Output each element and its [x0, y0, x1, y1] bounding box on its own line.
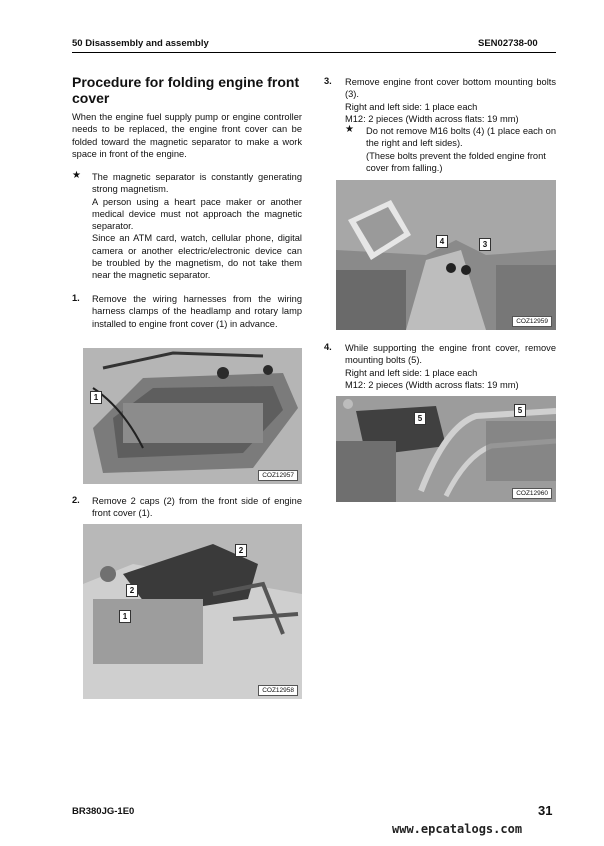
engine-illustration	[83, 524, 302, 699]
section-header: 50 Disassembly and assembly	[72, 38, 209, 49]
callout-label: 3	[479, 238, 491, 251]
figure-engine-caps	[83, 524, 302, 699]
figure-code: COZ12958	[258, 685, 298, 696]
figure-engine-cover	[83, 348, 302, 484]
step-text: While supporting the engine front cover, remove mounting bolts (5).	[345, 343, 556, 366]
figure-code: COZ12959	[512, 316, 552, 327]
step-text: Remove 2 caps (2) from the front side of engine front cover (1).	[92, 496, 302, 519]
watermark-url: www.epcatalogs.com	[392, 822, 523, 836]
step-4-body	[345, 342, 556, 391]
step-text: Remove engine front cover bottom mounting bolts (3).	[345, 77, 556, 100]
page-title: Procedure for folding engine front cover	[72, 74, 300, 106]
figure-code: COZ12957	[258, 470, 298, 481]
note-line: The magnetic separator is constantly generating strong magnetism.	[92, 172, 302, 195]
page-number: 31	[538, 803, 553, 818]
note-line: Since an ATM card, watch, cellular phone, digital camera or another electric/electronic device can be troubled by the magnetism, do not take them near the magnetic separator.	[92, 233, 302, 281]
step-number: 1.	[72, 293, 80, 303]
note-line: A person using a heart pace maker or another medical device must not approach the magnetic separator.	[92, 196, 302, 232]
note-star-icon: ★	[72, 170, 81, 181]
step-text: Remove the wiring harnesses from the wiring harness clamps of the headlamp and rotary lamp installed to engine front cover (1) in advance.	[92, 294, 302, 329]
callout-label: 5	[514, 404, 526, 417]
figure-code: COZ12960	[512, 488, 552, 499]
figure-supporting-cover	[336, 396, 556, 502]
spec-location: Right and left side: 1 place each	[345, 367, 478, 378]
figure-mounting-bolts	[336, 180, 556, 330]
step-3-note	[366, 125, 556, 174]
note-star-icon: ★	[345, 124, 354, 135]
document-id: SEN02738-00	[478, 38, 538, 49]
header-rule	[72, 52, 556, 53]
callout-label: 1	[119, 610, 131, 623]
callout-label: 4	[436, 235, 448, 248]
callout-label: 5	[414, 412, 426, 425]
note-text: Do not remove M16 bolts (4) (1 place each on the right and left sides).	[366, 126, 556, 149]
intro-paragraph: When the engine fuel supply pump or engine controller needs to be replaced, the engine front cover can be folded toward the magnetic separator to make a work space in front of the engine.	[72, 112, 302, 159]
step-number: 2.	[72, 495, 80, 505]
spec-bolts: M12: 2 pieces (Width across flats: 19 mm)	[345, 379, 519, 390]
spec-location: Right and left side: 1 place each	[345, 101, 478, 112]
step-number: 4.	[324, 342, 332, 352]
footer-model: BR380JG-1E0	[72, 806, 135, 817]
magnet-note	[92, 171, 302, 282]
spec-bolts: M12: 2 pieces (Width across flats: 19 mm)	[345, 113, 519, 124]
callout-label: 2	[126, 584, 138, 597]
callout-label: 2	[235, 544, 247, 557]
engine-illustration	[83, 348, 302, 484]
step-3-body	[345, 76, 556, 125]
step-number: 3.	[324, 76, 332, 86]
callout-label: 1	[90, 391, 102, 404]
engine-illustration	[336, 180, 556, 330]
note-text: (These bolts prevent the folded engine front cover from falling.)	[366, 150, 546, 173]
